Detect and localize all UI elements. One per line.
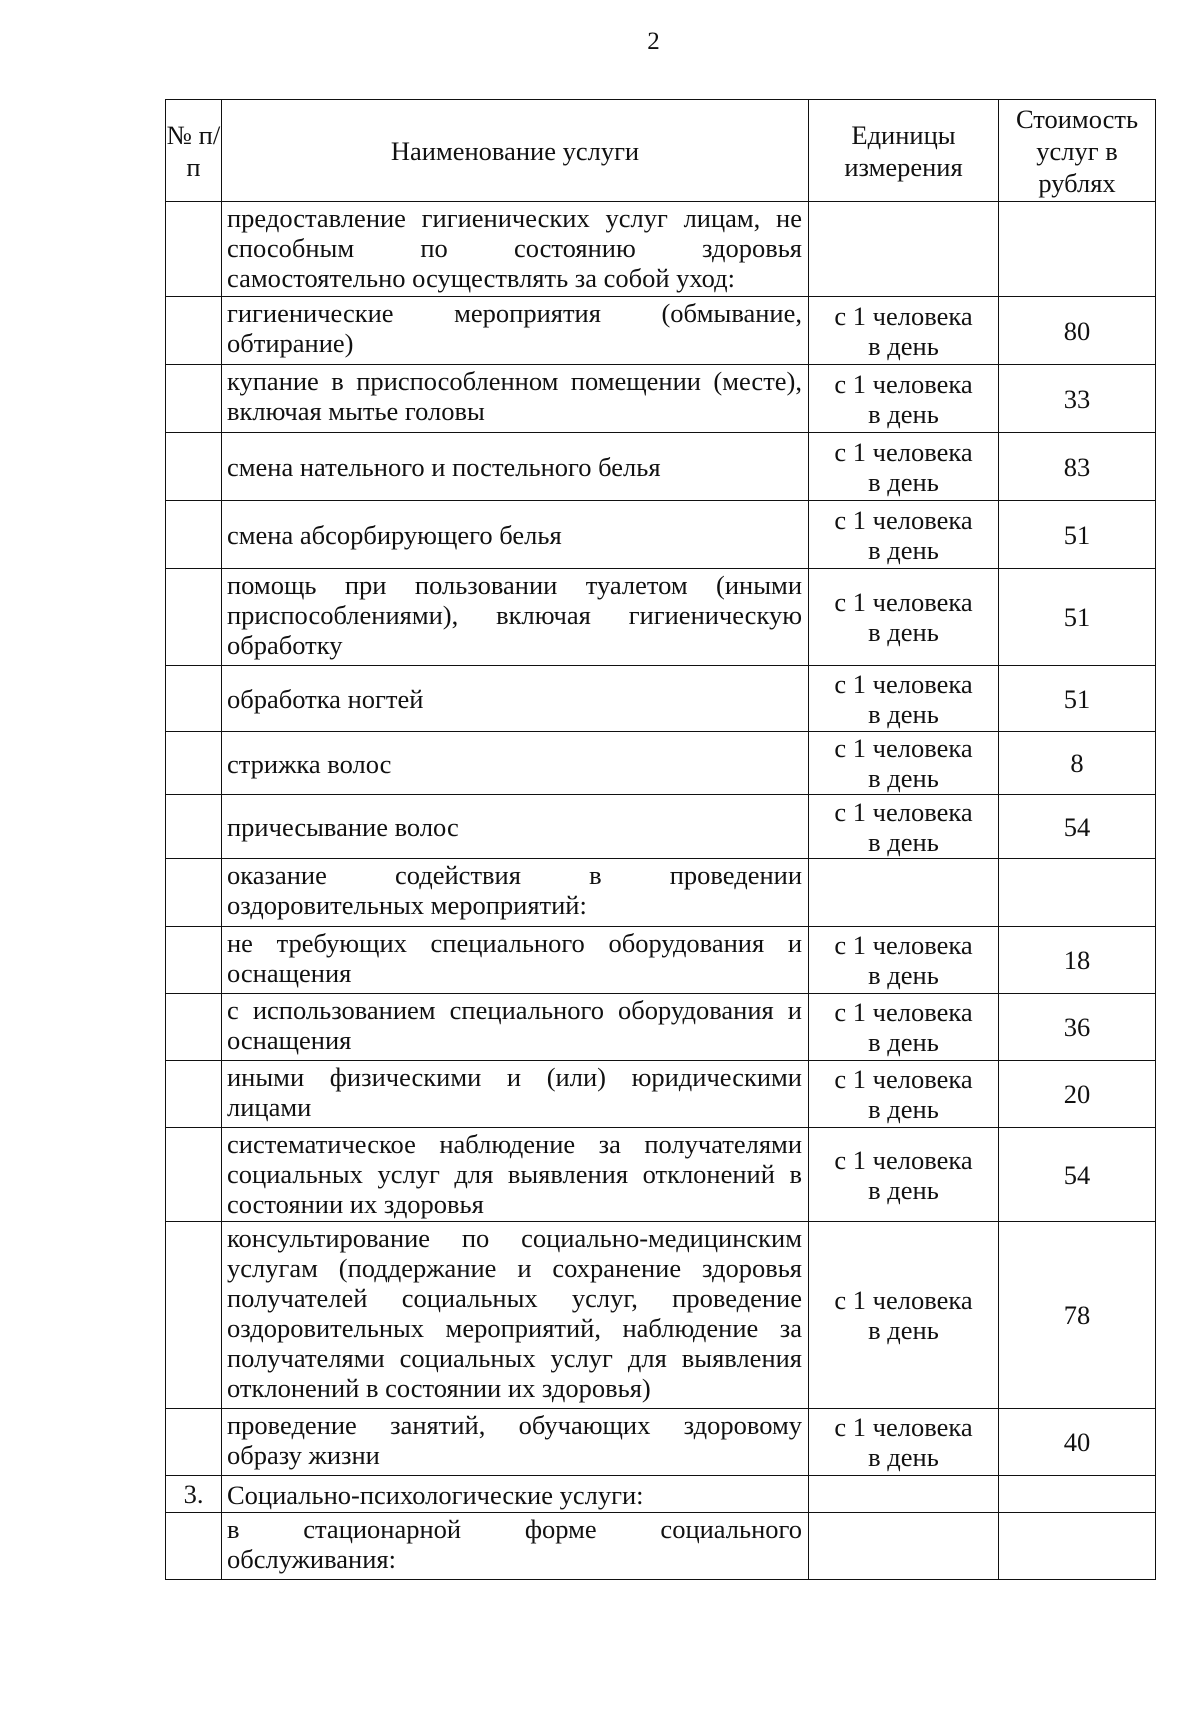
row-number — [166, 666, 222, 732]
table-row — [166, 927, 1156, 994]
unit-line-2: в день — [868, 826, 939, 857]
unit-line-2: в день — [868, 960, 939, 990]
unit-line-2: в день — [868, 330, 939, 361]
service-name: иными физическими и (или) юридическими лицами — [222, 1061, 809, 1128]
unit-line-2: в день — [868, 1094, 939, 1124]
unit-cell — [809, 859, 999, 927]
unit-line-2: в день — [868, 1027, 939, 1057]
unit-line-1: с 1 человека — [834, 587, 973, 617]
unit-cell — [809, 569, 999, 666]
service-name: Социально-психологические услуги: — [222, 1476, 809, 1513]
service-name: в стационарной форме социального обслуживания: — [222, 1513, 809, 1580]
service-name: с использованием специального оборудования и оснащения — [222, 994, 809, 1061]
header-service-name: Наименование услуги — [222, 100, 809, 202]
unit-cell — [809, 365, 999, 433]
unit-cell — [809, 297, 999, 365]
unit-line-1: с 1 человека — [834, 1285, 973, 1315]
row-number — [166, 297, 222, 365]
service-name: смена нательного и постельного белья — [222, 433, 809, 501]
service-name: гигиенические мероприятия (обмывание, обтирание) — [222, 297, 809, 365]
unit-cell — [809, 795, 999, 859]
service-name: предоставление гигиенических услуг лицам, не способным по состоянию здоровья самостоятельно осуществлять за собой уход: — [222, 202, 809, 297]
header-number: № п/п — [166, 100, 222, 202]
service-name: помощь при пользовании туалетом (иными приспособлениями), включая гигиеническую обработку — [222, 569, 809, 666]
row-number — [166, 1222, 222, 1409]
unit-cell — [809, 927, 999, 994]
row-number — [166, 1128, 222, 1222]
unit-cell — [809, 1513, 999, 1580]
row-number — [166, 732, 222, 795]
price-value — [999, 859, 1156, 927]
row-number — [166, 433, 222, 501]
price-value: 36 — [999, 994, 1156, 1061]
header-unit: Единицы измерения — [809, 100, 999, 202]
price-value — [999, 1513, 1156, 1580]
service-name: проведение занятий, обучающих здоровому образу жизни — [222, 1409, 809, 1476]
table-row — [166, 994, 1156, 1061]
price-value: 51 — [999, 666, 1156, 732]
service-name: обработка ногтей — [222, 666, 809, 732]
table-row — [166, 1061, 1156, 1128]
row-number — [166, 202, 222, 297]
unit-line-2: в день — [868, 1174, 939, 1205]
unit-line-2: в день — [868, 763, 939, 793]
price-value: 80 — [999, 297, 1156, 365]
row-number — [166, 994, 222, 1061]
unit-line-2: в день — [868, 698, 939, 729]
service-name: причесывание волос — [222, 795, 809, 859]
unit-line-2: в день — [868, 1315, 939, 1345]
unit-line-2: в день — [868, 1442, 939, 1472]
price-value: 51 — [999, 569, 1156, 666]
price-value — [999, 1476, 1156, 1513]
unit-line-1: с 1 человека — [834, 733, 973, 763]
row-number — [166, 569, 222, 666]
table-row — [166, 501, 1156, 569]
row-number — [166, 365, 222, 433]
row-number: 3. — [166, 1476, 222, 1513]
unit-line-1: с 1 человека — [834, 1144, 973, 1175]
unit-cell — [809, 1476, 999, 1513]
row-number — [166, 1513, 222, 1580]
table-row — [166, 1476, 1156, 1513]
price-value: 78 — [999, 1222, 1156, 1409]
price-value: 18 — [999, 927, 1156, 994]
table-row — [166, 732, 1156, 795]
service-name: консультирование по социально-медицинским услугам (поддержание и сохранение здоровья получателей социальных услуг, проведение оздоровительных мероприятий, наблюдение за получателями социальных услуг для выявления отклонений в состоянии их здоровья) — [222, 1222, 809, 1409]
unit-cell — [809, 1061, 999, 1128]
table-row — [166, 795, 1156, 859]
unit-cell — [809, 732, 999, 795]
unit-line-1: с 1 человека — [834, 1412, 973, 1442]
table-row — [166, 859, 1156, 927]
unit-line-1: с 1 человека — [834, 930, 973, 960]
table-row — [166, 433, 1156, 501]
price-value: 83 — [999, 433, 1156, 501]
price-value — [999, 202, 1156, 297]
row-number — [166, 501, 222, 569]
service-name: смена абсорбирующего белья — [222, 501, 809, 569]
unit-cell — [809, 666, 999, 732]
unit-line-1: с 1 человека — [834, 668, 973, 699]
unit-line-1: с 1 человека — [834, 300, 973, 331]
unit-line-2: в день — [868, 466, 939, 497]
unit-cell — [809, 1409, 999, 1476]
unit-line-2: в день — [868, 398, 939, 429]
price-value: 51 — [999, 501, 1156, 569]
row-number — [166, 1061, 222, 1128]
unit-line-1: с 1 человека — [834, 796, 973, 827]
service-name: купание в приспособленном помещении (месте), включая мытье головы — [222, 365, 809, 433]
price-value: 33 — [999, 365, 1156, 433]
table-row — [166, 1409, 1156, 1476]
table-header-row — [166, 100, 1156, 202]
unit-line-1: с 1 человека — [834, 997, 973, 1027]
unit-cell — [809, 1128, 999, 1222]
table-row — [166, 365, 1156, 433]
table-row — [166, 202, 1156, 297]
unit-cell — [809, 1222, 999, 1409]
service-name: не требующих специального оборудования и оснащения — [222, 927, 809, 994]
unit-cell — [809, 433, 999, 501]
unit-cell — [809, 202, 999, 297]
price-value: 40 — [999, 1409, 1156, 1476]
header-price: Стоимость услуг в рублях — [999, 100, 1156, 202]
price-value: 8 — [999, 732, 1156, 795]
row-number — [166, 1409, 222, 1476]
unit-cell — [809, 501, 999, 569]
table-row — [166, 1222, 1156, 1409]
table-row — [166, 297, 1156, 365]
service-name: стрижка волос — [222, 732, 809, 795]
unit-line-2: в день — [868, 617, 939, 647]
unit-line-1: с 1 человека — [834, 1064, 973, 1094]
row-number — [166, 795, 222, 859]
table-row — [166, 569, 1156, 666]
table-row — [166, 1513, 1156, 1580]
unit-cell — [809, 994, 999, 1061]
services-price-table — [165, 99, 1156, 1580]
page-number: 2 — [647, 28, 660, 55]
unit-line-1: с 1 человека — [834, 368, 973, 399]
price-value: 20 — [999, 1061, 1156, 1128]
price-value: 54 — [999, 795, 1156, 859]
unit-line-2: в день — [868, 534, 939, 565]
unit-line-1: с 1 человека — [834, 504, 973, 535]
service-name: систематическое наблюдение за получателями социальных услуг для выявления отклонений в состоянии их здоровья — [222, 1128, 809, 1222]
row-number — [166, 859, 222, 927]
row-number — [166, 927, 222, 994]
unit-line-1: с 1 человека — [834, 436, 973, 467]
service-name: оказание содействия в проведении оздоровительных мероприятий: — [222, 859, 809, 927]
table-row — [166, 666, 1156, 732]
price-value: 54 — [999, 1128, 1156, 1222]
table-row — [166, 1128, 1156, 1222]
